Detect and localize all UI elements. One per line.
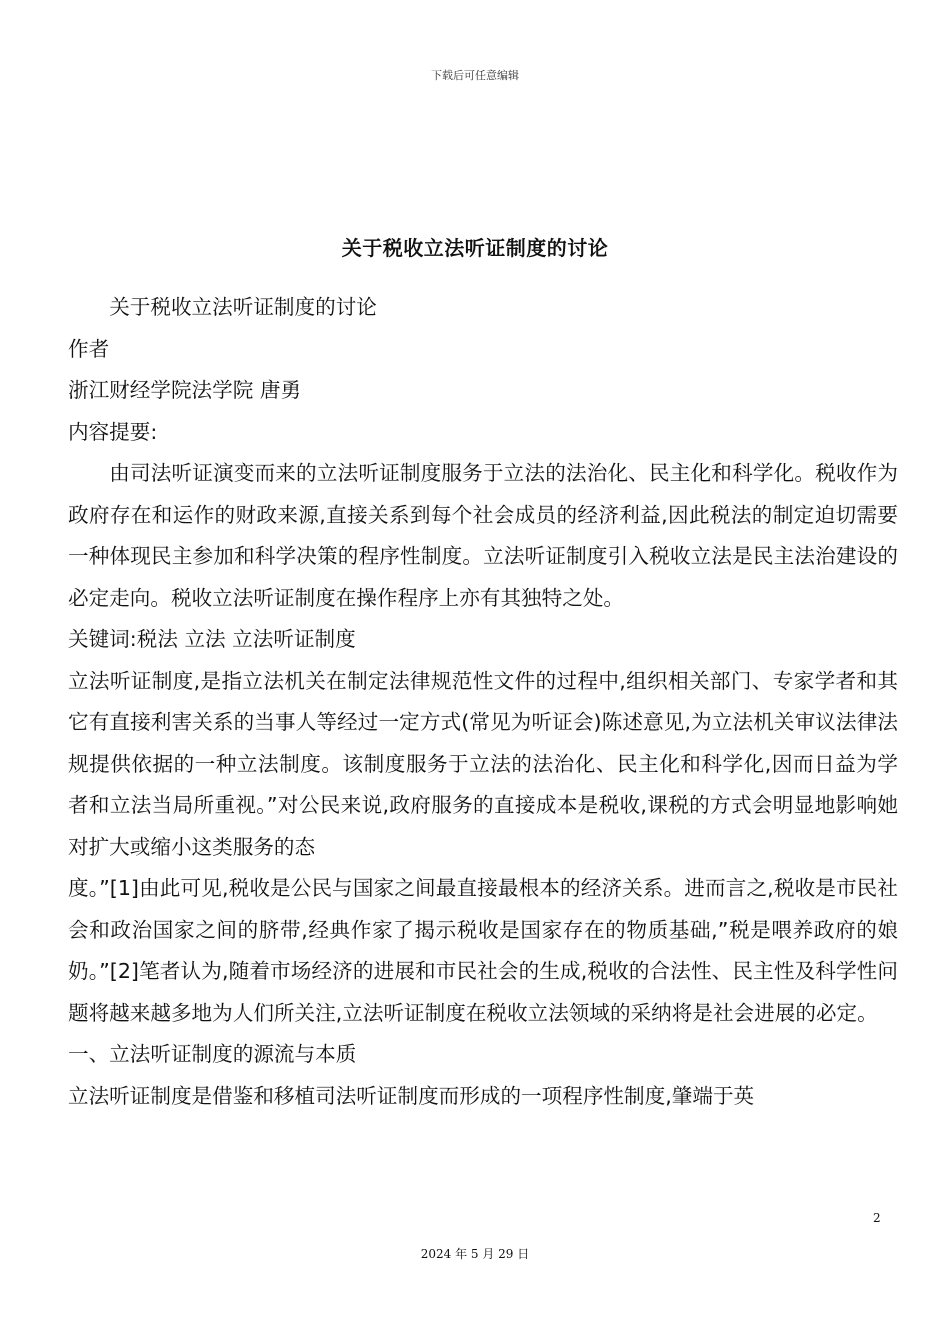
header-note: 下载后可任意编辑 bbox=[431, 69, 519, 82]
page-number: 2 bbox=[873, 1211, 881, 1225]
author-label: 作者 bbox=[68, 336, 110, 361]
keywords-line: 关键词:税法 立法 立法听证制度 bbox=[68, 627, 356, 651]
body-paragraph-1b: 度。”[1]由此可见,税收是公民与国家之间最直接最根本的经济关系。进而言之,税收是市民社会和政治国家之间的脐带,经典作家了揭示税收是国家存在的物质基础,”税是喂养政府的娘奶。”[2]笔者认为,随着市场经济的进展和市民社会的生成,税收的合法性、民主性及科学性问题将越来越多地为人们所关注,立法听证制度在税收立法领域的采纳将是社会进展的必定。 bbox=[68, 876, 898, 1025]
body-paragraph-2: 立法听证制度是借鉴和移植司法听证制度而形成的一项程序性制度,肇端于英 bbox=[68, 1083, 755, 1108]
body-paragraph-1a: 立法听证制度,是指立法机关在制定法律规范性文件的过程中,组织相关部门、专家学者和其它有直接利害关系的当事人等经过一定方式(常见为听证会)陈述意见,为立法机关审议法律法规提供依据的一种立法制度。该制度服务于立法的法治化、民主化和科学化,因而日益为学者和立法当局所重视。”对公民来说,政府服务的直接成本是税收,课税的方式会明显地影响她对扩大或缩小这类服务的态 bbox=[68, 668, 898, 859]
abstract-label: 内容提要: bbox=[68, 419, 158, 444]
document-title: 关于税收立法听证制度的讨论 bbox=[341, 236, 609, 260]
section-heading-1: 一、立法听证制度的源流与本质 bbox=[68, 1042, 357, 1066]
footer-date: 2024 年 5 月 29 日 bbox=[420, 1247, 530, 1261]
document-body bbox=[68, 287, 898, 1117]
author-affiliation: 浙江财经学院法学院 唐勇 bbox=[68, 378, 302, 402]
abstract-paragraph: 由司法听证演变而来的立法听证制度服务于立法的法治化、民主化和科学化。税收作为政府存在和运作的财政来源,直接关系到每个社会成员的经济利益,因此税法的制定迫切需要一种体现民主参加和科学决策的程序性制度。立法听证制度引入税收立法是民主法治建设的必定走向。税收立法听证制度在操作程序上亦有其独特之处。 bbox=[68, 461, 898, 610]
document-subtitle: 关于税收立法听证制度的讨论 bbox=[109, 295, 377, 319]
